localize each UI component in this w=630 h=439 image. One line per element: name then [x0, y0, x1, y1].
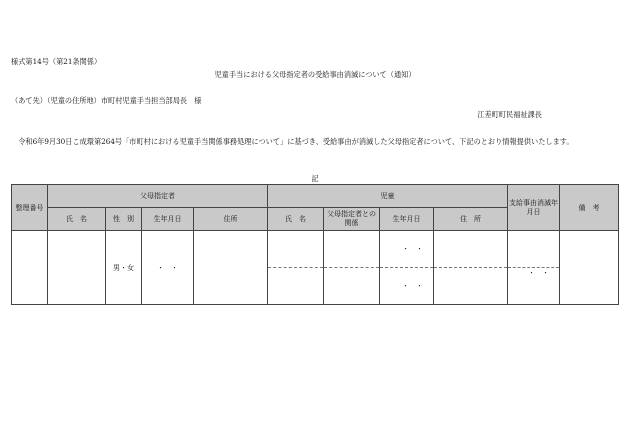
cell-parent-birthdate: ・ ・ — [142, 231, 194, 305]
header-child-birthdate: 生年月日 — [380, 208, 434, 231]
child-birthdate-2: ・ ・ — [402, 282, 423, 290]
cell-child-address — [434, 231, 508, 305]
cell-parent-address — [194, 231, 268, 305]
header-child-name: 氏 名 — [268, 208, 324, 231]
cell-parent-name — [48, 231, 106, 305]
info-table — [11, 184, 619, 305]
cell-jiyu-date — [508, 231, 560, 305]
sender-line: 江差町町民福祉課長 — [477, 110, 542, 119]
header-seiri-number: 整理番号 — [12, 185, 48, 231]
header-child-address: 住 所 — [434, 208, 508, 231]
document-title: 児童手当における父母指定者の受給事由消滅について（通知） — [214, 70, 416, 79]
cell-biko — [560, 231, 619, 305]
header-parent-gender: 性 別 — [106, 208, 142, 231]
cell-child-name — [268, 231, 324, 305]
header-parent-group: 父母指定者 — [48, 185, 268, 208]
cell-child-relation — [324, 231, 380, 305]
jiyu-date-value: ・ ・ — [528, 269, 549, 277]
addressee-line: （あて先）（児童の住所地）市町村児童手当担当部局長 様 — [11, 96, 202, 105]
cell-parent-gender: 男・女 — [106, 231, 142, 305]
header-biko: 備 考 — [560, 185, 619, 231]
cell-seiri — [12, 231, 48, 305]
child-birthdate-1: ・ ・ — [380, 231, 433, 268]
ki-heading: 記 — [311, 174, 319, 183]
header-jiyu-date: 支給事由消滅年月日 — [508, 185, 560, 231]
body-paragraph: 令和6年9月30日こ成環第264号「市町村における児童手当関係事務処理について」に基づき、受給事由が消滅した父母指定者について、下記のとおり情報提供いたします。 — [11, 137, 574, 146]
header-child-group: 児童 — [268, 185, 508, 208]
table-row — [12, 231, 619, 305]
header-parent-name: 氏 名 — [48, 208, 106, 231]
header-child-relation: 父母指定者との関係 — [324, 208, 380, 231]
header-parent-address: 住所 — [194, 208, 268, 231]
cell-child-birthdate — [380, 231, 434, 305]
header-parent-birthdate: 生年月日 — [142, 208, 194, 231]
form-number: 様式第14号（第21条関係） — [11, 57, 102, 66]
